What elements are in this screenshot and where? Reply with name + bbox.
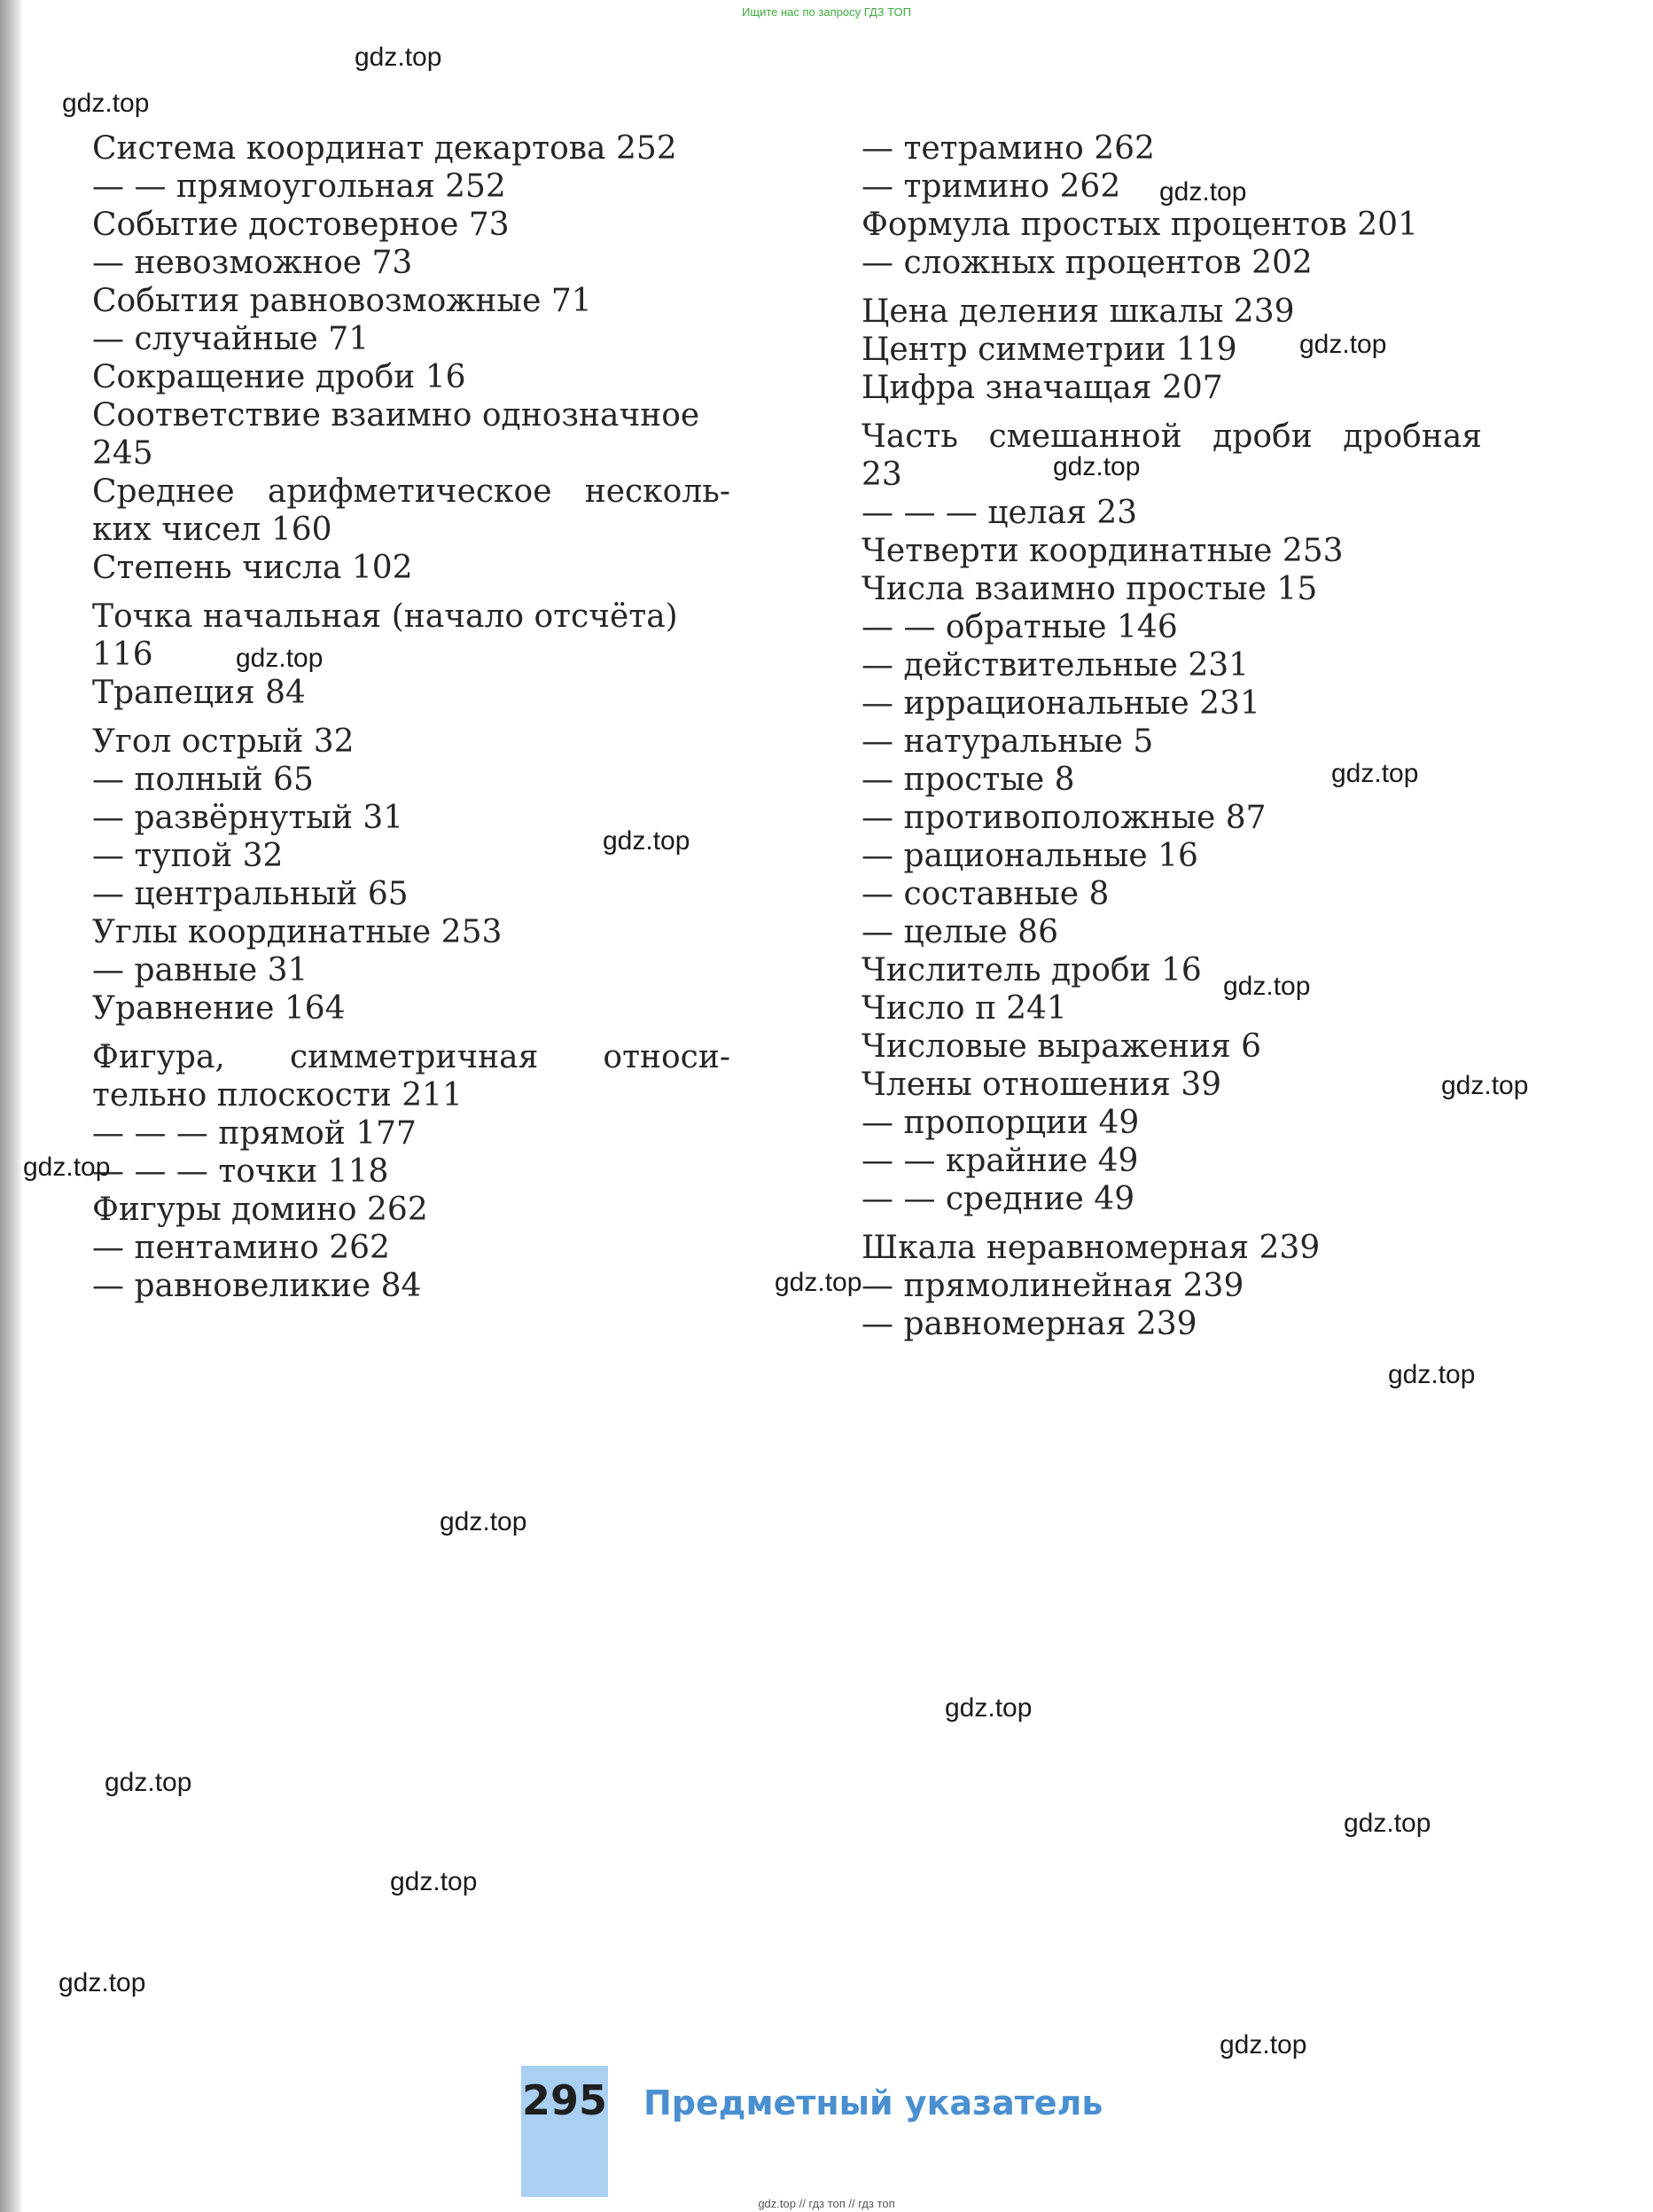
index-entry: — — крайние 49 — [862, 1143, 1139, 1179]
index-entry: — тримино 262 — [862, 168, 1121, 205]
watermark: gdz.top — [1220, 2030, 1307, 2060]
index-entry: — иррациональные 231 — [862, 685, 1260, 722]
index-entry: Среднее арифметическое несколь- — [92, 473, 730, 510]
page-footer — [521, 2066, 1103, 2199]
index-entry: Шкала неравномерная 239 — [862, 1230, 1321, 1266]
index-entry: — противоположные 87 — [862, 800, 1267, 836]
index-entry: — — средние 49 — [862, 1181, 1135, 1217]
index-entry: — рациональные 16 — [862, 838, 1198, 874]
index-entry: тельно плоскости 211 — [92, 1077, 463, 1114]
watermark: gdz.top — [1053, 452, 1141, 481]
index-entry: — центральный 65 — [92, 876, 409, 912]
index-entry: — невозможное 73 — [92, 245, 413, 281]
index-entry: Часть смешанной дроби дробная — [862, 418, 1482, 455]
index-entry: — действительные 231 — [862, 647, 1250, 684]
watermark: gdz.top — [775, 1268, 862, 1297]
index-entry: 116 — [92, 637, 153, 673]
index-entry: — — — целая 23 — [862, 495, 1138, 531]
watermark: gdz.top — [440, 1507, 527, 1536]
index-entry: — — прямоугольная 252 — [92, 168, 506, 205]
index-entry: — развёрнутый 31 — [92, 800, 404, 836]
index-entry: — тупой 32 — [92, 838, 284, 874]
index-entry: Уравнение 164 — [92, 990, 346, 1027]
watermark: gdz.top — [1223, 972, 1311, 1001]
index-entry: 23 — [862, 457, 902, 493]
index-entry: Углы координатные 253 — [92, 914, 503, 950]
watermark: gdz.top — [355, 43, 442, 72]
index-entry: Соответствие взаимно однозначное — [92, 397, 700, 434]
index-entry: Точка начальная (начало отсчёта) — [92, 598, 678, 635]
index-right-column — [862, 129, 1482, 1343]
index-entry: — равные 31 — [92, 952, 308, 989]
index-entry: Числовые выражения 6 — [862, 1028, 1262, 1065]
index-entry: Цена деления шкалы 239 — [862, 293, 1295, 330]
index-entry: — тетрамино 262 — [862, 130, 1155, 167]
watermark: gdz.top — [236, 644, 324, 673]
index-entry: Система координат декартова 252 — [92, 130, 677, 167]
watermark: gdz.top — [105, 1768, 192, 1797]
index-left-column — [92, 129, 730, 1305]
index-entry: — равномерная 239 — [862, 1306, 1197, 1342]
index-entry: Цифра значащая 207 — [862, 370, 1223, 406]
watermark: gdz.top — [1331, 759, 1419, 788]
book-spine-shadow — [0, 0, 23, 2212]
index-entry: — полный 65 — [92, 762, 314, 798]
watermark: gdz.top — [1299, 330, 1387, 359]
page-number: 295 — [521, 2076, 608, 2124]
index-entry: — случайные 71 — [92, 321, 370, 357]
index-entry: Числитель дроби 16 — [862, 952, 1202, 989]
index-entry: Четверти координатные 253 — [862, 533, 1344, 569]
top-notice: Ищите нас по запросу ГДЗ ТОП — [742, 5, 911, 19]
index-entry: — равновеликие 84 — [92, 1268, 422, 1304]
index-entry: — целые 86 — [862, 914, 1058, 950]
watermark: gdz.top — [603, 826, 690, 856]
section-title: Предметный указатель — [643, 2083, 1103, 2122]
index-entry: — натуральные 5 — [862, 723, 1154, 760]
watermark: gdz.top — [1388, 1360, 1476, 1389]
index-entry: Члены отношения 39 — [862, 1067, 1222, 1103]
index-entry: Фигура, симметричная относи- — [92, 1039, 730, 1075]
index-entry: Степень числа 102 — [92, 550, 413, 586]
index-entry: ких чисел 160 — [92, 512, 332, 548]
watermark: gdz.top — [945, 1693, 1033, 1723]
index-entry: — прямолинейная 239 — [862, 1268, 1244, 1304]
index-entry: — пентамино 262 — [92, 1230, 390, 1266]
index-entry: — составные 8 — [862, 876, 1110, 912]
index-entry: Трапеция 84 — [92, 675, 306, 711]
index-entry: Угол острый 32 — [92, 723, 355, 760]
watermark: gdz.top — [58, 1968, 146, 1997]
index-entry: Событие достоверное 73 — [92, 207, 510, 243]
index-entry: Фигуры домино 262 — [92, 1192, 428, 1228]
index-entry: — — обратные 146 — [862, 609, 1178, 645]
index-entry: События равновозможные 71 — [92, 283, 592, 319]
watermark: gdz.top — [390, 1867, 478, 1896]
index-entry: — пропорции 49 — [862, 1105, 1140, 1141]
watermark: gdz.top — [1441, 1071, 1529, 1100]
index-entry: Сокращение дроби 16 — [92, 359, 466, 395]
index-entry: — простые 8 — [862, 762, 1075, 798]
page-number-box — [521, 2066, 608, 2197]
watermark: gdz.top — [1159, 177, 1247, 207]
watermark: gdz.top — [1344, 1809, 1431, 1838]
watermark: gdz.top — [23, 1153, 111, 1182]
watermark: gdz.top — [62, 89, 150, 118]
index-entry: Формула простых процентов 201 — [862, 207, 1418, 243]
index-entry: Числа взаимно простые 15 — [862, 571, 1318, 607]
index-entry: — — — точки 118 — [92, 1153, 389, 1190]
index-entry: — — — прямой 177 — [92, 1115, 417, 1152]
index-entry: 245 — [92, 435, 153, 472]
bottom-notice: gdz.top // гдз топ // гдз топ — [758, 2197, 895, 2210]
index-entry: Число π 241 — [862, 990, 1067, 1027]
index-entry: — сложных процентов 202 — [862, 245, 1313, 281]
index-entry: Центр симметрии 119 — [862, 332, 1237, 368]
